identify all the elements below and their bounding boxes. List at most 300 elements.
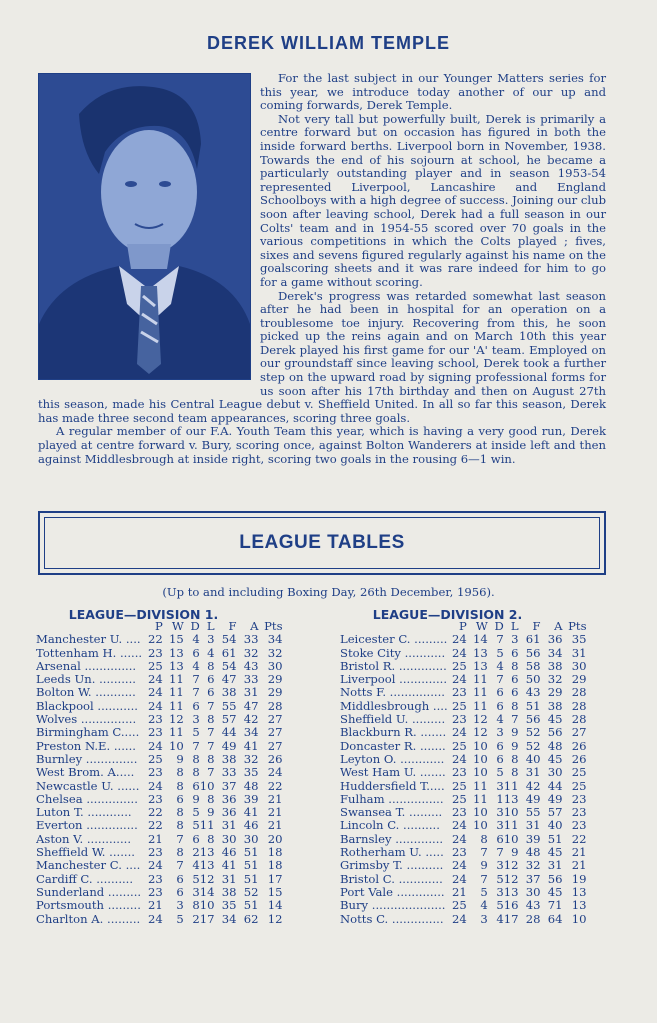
cell-lost: 11 — [199, 818, 215, 833]
table-row — [36, 766, 283, 779]
cell-for: 38 — [221, 685, 237, 700]
cell-lost: 9 — [207, 805, 215, 820]
cell-won: 11 — [169, 725, 184, 740]
cell-points: 17 — [267, 871, 283, 886]
team-name: Bristol R. ............. — [340, 659, 447, 673]
cell-drawn: 6 — [496, 685, 504, 700]
cell-lost: 17 — [503, 911, 519, 926]
cell-played: 23 — [452, 685, 467, 700]
cell-played: 24 — [452, 818, 467, 833]
cell-for: 43 — [525, 685, 541, 700]
team-name: Leyton O. ............ — [340, 752, 445, 766]
cell-for: 36 — [221, 805, 237, 820]
team-name: Middlesbrough .... — [340, 699, 448, 713]
cell-won: 7 — [480, 845, 488, 860]
cell-won: 12 — [169, 712, 184, 727]
cell-against: 51 — [243, 898, 259, 913]
cell-won: 12 — [473, 712, 488, 727]
cell-lost: 6 — [511, 672, 519, 687]
table-row — [340, 806, 587, 819]
table-row — [36, 819, 283, 832]
cell-for: 43 — [525, 898, 541, 913]
cell-against: 49 — [547, 791, 563, 806]
cell-points: 29 — [267, 685, 283, 700]
cell-points: 18 — [267, 858, 283, 873]
cell-points: 35 — [571, 632, 587, 647]
cell-drawn: 5 — [192, 871, 200, 886]
cell-for: 57 — [221, 712, 237, 727]
cell-won: 11 — [169, 685, 184, 700]
cell-lost: 11 — [503, 818, 519, 833]
table-row — [36, 673, 283, 686]
cell-played: 23 — [148, 712, 163, 727]
cell-played: 24 — [452, 871, 467, 886]
cell-against: 57 — [547, 805, 563, 820]
cell-points: 28 — [571, 698, 587, 713]
cell-against: 56 — [547, 871, 563, 886]
cell-lost: 8 — [207, 831, 215, 846]
cell-against: 38 — [547, 698, 563, 713]
cell-points: 31 — [571, 645, 587, 660]
cell-drawn: 8 — [192, 751, 200, 766]
team-name: Port Vale ............. — [340, 885, 445, 899]
team-name: Huddersfield T..... — [340, 779, 445, 793]
cell-for: 32 — [525, 858, 541, 873]
cell-won: 11 — [169, 672, 184, 687]
cell-against: 62 — [243, 911, 259, 926]
team-name: Birmingham C..... — [36, 726, 140, 740]
cell-played: 23 — [148, 884, 163, 899]
cell-played: 25 — [148, 658, 163, 673]
cell-played: 21 — [148, 898, 163, 913]
cell-won: 7 — [480, 871, 488, 886]
cell-against: 51 — [243, 845, 259, 860]
cell-drawn: 7 — [496, 845, 504, 860]
cell-for: 33 — [221, 765, 237, 780]
cell-points: 20 — [267, 831, 283, 846]
division-1-grid — [36, 620, 283, 926]
cell-drawn: 6 — [192, 778, 200, 793]
cell-for: 50 — [525, 672, 541, 687]
cell-lost: 10 — [199, 778, 215, 793]
cell-against: 71 — [547, 898, 563, 913]
cell-against: 38 — [547, 658, 563, 673]
cell-for: 58 — [525, 658, 541, 673]
cell-lost: 6 — [511, 685, 519, 700]
col-header-f: F — [532, 619, 541, 633]
table-row — [340, 660, 587, 673]
team-name: Sunderland ......... — [36, 885, 142, 899]
cell-won: 9 — [176, 751, 184, 766]
cell-against: 39 — [243, 791, 259, 806]
cell-points: 15 — [267, 884, 283, 899]
cell-played: 21 — [452, 884, 467, 899]
division-1-rows — [36, 633, 283, 926]
cell-won: 13 — [473, 645, 488, 660]
cell-lost: 8 — [511, 698, 519, 713]
cell-won: 6 — [176, 791, 184, 806]
cell-won: 8 — [176, 845, 184, 860]
cell-played: 23 — [148, 765, 163, 780]
league-tables-banner-inner — [44, 517, 600, 569]
cell-lost: 3 — [207, 632, 215, 647]
team-name: Bristol C. ............ — [340, 872, 443, 886]
cell-for: 42 — [525, 778, 541, 793]
cell-drawn: 3 — [496, 805, 504, 820]
team-name: Sheffield U. ......... — [340, 713, 446, 727]
cell-against: 40 — [547, 818, 563, 833]
cell-drawn: 1 — [496, 791, 504, 806]
cell-played: 24 — [148, 911, 163, 926]
table-row — [36, 713, 283, 726]
cell-points: 28 — [571, 712, 587, 727]
table-row — [340, 713, 587, 726]
team-name: Tottenham H. ...... — [36, 646, 143, 660]
cell-for: 47 — [221, 672, 237, 687]
cell-for: 55 — [221, 698, 237, 713]
cell-points: 22 — [571, 831, 587, 846]
cell-against: 48 — [547, 738, 563, 753]
cell-drawn: 7 — [192, 738, 200, 753]
table-row — [36, 913, 283, 926]
team-name: Blackpool ........... — [36, 699, 138, 713]
cell-for: 28 — [525, 911, 541, 926]
cell-drawn: 4 — [192, 632, 200, 647]
table-row — [340, 766, 587, 779]
cell-against: 51 — [547, 831, 563, 846]
team-name: Burnley .............. — [36, 752, 138, 766]
cell-drawn: 3 — [192, 712, 200, 727]
cell-won: 11 — [473, 672, 488, 687]
cell-against: 32 — [243, 751, 259, 766]
team-name: Arsenal .............. — [36, 659, 137, 673]
cell-played: 22 — [148, 818, 163, 833]
table-row — [36, 660, 283, 673]
col-header-pts: Pts — [568, 619, 587, 633]
cell-drawn: 5 — [496, 871, 504, 886]
team-name: Bury .................... — [340, 899, 446, 913]
col-header-a: A — [554, 619, 563, 633]
cell-for: 61 — [221, 645, 237, 660]
cell-points: 29 — [571, 672, 587, 687]
team-name: Blackburn R. ....... — [340, 726, 447, 740]
team-name: Notts F. ............... — [340, 686, 445, 700]
division-2-grid — [340, 620, 587, 926]
division-2-table — [340, 607, 610, 926]
team-name: Preston N.E. ...... — [36, 739, 136, 753]
team-name: Charlton A. ......... — [36, 912, 141, 926]
cell-played: 24 — [148, 672, 163, 687]
cell-drawn: 8 — [192, 765, 200, 780]
division-2-rows — [340, 633, 587, 926]
table-row — [36, 753, 283, 766]
cell-played: 23 — [148, 645, 163, 660]
cell-points: 30 — [571, 658, 587, 673]
team-name: Manchester C. .... — [36, 859, 141, 873]
cell-lost: 9 — [511, 845, 519, 860]
cell-against: 52 — [243, 884, 259, 899]
table-row — [340, 873, 587, 886]
team-name: Wolves ............... — [36, 713, 137, 727]
cell-points: 10 — [571, 911, 587, 926]
cell-played: 24 — [148, 778, 163, 793]
cell-lost: 8 — [511, 658, 519, 673]
cell-drawn: 3 — [496, 858, 504, 873]
col-header-p: P — [154, 619, 163, 633]
table-row — [36, 806, 283, 819]
cell-played: 23 — [148, 791, 163, 806]
table-row — [36, 740, 283, 753]
cell-drawn: 5 — [192, 818, 200, 833]
cell-played: 25 — [452, 791, 467, 806]
team-name: West Ham U. ....... — [340, 766, 446, 780]
team-name: Everton .............. — [36, 819, 138, 833]
cell-for: 61 — [525, 632, 541, 647]
cell-won: 11 — [473, 698, 488, 713]
cell-drawn: 5 — [496, 765, 504, 780]
cell-points: 34 — [267, 632, 283, 647]
cell-points: 23 — [571, 818, 587, 833]
table-row — [340, 846, 587, 859]
cell-against: 31 — [243, 685, 259, 700]
cell-points: 21 — [267, 818, 283, 833]
table-row — [340, 753, 587, 766]
cell-against: 64 — [547, 911, 563, 926]
cell-played: 25 — [452, 898, 467, 913]
tables-date-note: (Up to and including Boxing Day, 26th December, 1956). — [162, 585, 495, 599]
cell-points: 28 — [571, 685, 587, 700]
cell-drawn: 5 — [192, 725, 200, 740]
col-header-d: D — [190, 619, 200, 633]
cell-against: 35 — [243, 765, 259, 780]
cell-for: 39 — [525, 831, 541, 846]
cell-points: 21 — [267, 805, 283, 820]
table-row — [36, 726, 283, 739]
cell-points: 27 — [267, 712, 283, 727]
cell-played: 23 — [452, 845, 467, 860]
table-row — [340, 740, 587, 753]
cell-for: 49 — [525, 791, 541, 806]
cell-won: 3 — [176, 898, 184, 913]
cell-won: 11 — [473, 685, 488, 700]
cell-played: 23 — [148, 845, 163, 860]
cell-played: 25 — [452, 658, 467, 673]
cell-for: 56 — [525, 645, 541, 660]
team-name: Portsmouth ......... — [36, 899, 141, 913]
cell-drawn: 6 — [496, 831, 504, 846]
cell-won: 8 — [176, 765, 184, 780]
cell-played: 24 — [452, 831, 467, 846]
cell-played: 23 — [148, 871, 163, 886]
cell-drawn: 7 — [192, 672, 200, 687]
table-row — [340, 700, 587, 713]
team-name: Barnsley ............. — [340, 832, 444, 846]
cell-for: 35 — [221, 898, 237, 913]
col-header-l: L — [510, 619, 519, 633]
cell-drawn: 5 — [496, 645, 504, 660]
cell-played: 24 — [452, 645, 467, 660]
team-name: Fulham ............... — [340, 792, 444, 806]
cell-points: 24 — [267, 765, 283, 780]
cell-for: 48 — [525, 845, 541, 860]
cell-lost: 13 — [503, 884, 519, 899]
cell-lost: 10 — [199, 898, 215, 913]
cell-won: 11 — [169, 698, 184, 713]
cell-against: 36 — [547, 632, 563, 647]
cell-lost: 9 — [511, 738, 519, 753]
table-row — [340, 633, 587, 646]
league-tables-banner — [38, 511, 606, 575]
cell-drawn: 3 — [496, 884, 504, 899]
cell-against: 34 — [547, 645, 563, 660]
team-name: Newcastle U. ...... — [36, 779, 140, 793]
cell-drawn: 7 — [496, 632, 504, 647]
cell-drawn: 7 — [192, 685, 200, 700]
table-row — [36, 833, 283, 846]
team-name: Aston V. ............ — [36, 832, 132, 846]
cell-won: 10 — [473, 765, 488, 780]
cell-played: 23 — [452, 712, 467, 727]
league-tables-title: LEAGUE TABLES — [239, 532, 405, 553]
cell-against: 51 — [243, 858, 259, 873]
col-header-w: W — [171, 619, 184, 633]
cell-won: 13 — [473, 658, 488, 673]
cell-for: 36 — [221, 791, 237, 806]
cell-points: 26 — [571, 738, 587, 753]
cell-lost: 8 — [207, 791, 215, 806]
cell-drawn: 6 — [496, 698, 504, 713]
cell-drawn: 4 — [496, 658, 504, 673]
cell-lost: 16 — [503, 898, 519, 913]
team-name: Sheffield W. ....... — [36, 846, 135, 860]
cell-drawn: 3 — [192, 884, 200, 899]
team-name: Manchester U. .... — [36, 633, 141, 647]
col-header-w: W — [475, 619, 488, 633]
cell-points: 21 — [571, 858, 587, 873]
cell-lost: 7 — [207, 698, 215, 713]
cell-won: 15 — [169, 632, 184, 647]
cell-for: 37 — [525, 871, 541, 886]
cell-for: 37 — [221, 778, 237, 793]
cell-lost: 8 — [511, 751, 519, 766]
cell-against: 29 — [547, 685, 563, 700]
cell-points: 32 — [267, 645, 283, 660]
cell-lost: 13 — [199, 845, 215, 860]
cell-lost: 10 — [503, 831, 519, 846]
team-name: Grimsby T. .......... — [340, 859, 444, 873]
cell-for: 52 — [525, 725, 541, 740]
cell-for: 38 — [221, 751, 237, 766]
team-name: Chelsea .............. — [36, 792, 138, 806]
table-row — [36, 886, 283, 899]
cell-played: 24 — [148, 698, 163, 713]
col-header-a: A — [250, 619, 259, 633]
cell-won: 10 — [473, 805, 488, 820]
cell-for: 44 — [221, 725, 237, 740]
cell-drawn: 6 — [496, 738, 504, 753]
cell-played: 24 — [452, 858, 467, 873]
cell-for: 34 — [221, 911, 237, 926]
cell-won: 8 — [480, 831, 488, 846]
cell-played: 25 — [452, 778, 467, 793]
team-name: Cardiff C. .......... — [36, 872, 134, 886]
cell-played: 23 — [452, 765, 467, 780]
team-name: Stoke City ........... — [340, 646, 446, 660]
table-row — [36, 859, 283, 872]
table-row — [340, 726, 587, 739]
player-article — [38, 72, 606, 466]
cell-lost: 6 — [207, 685, 215, 700]
cell-played: 24 — [452, 632, 467, 647]
cell-lost: 7 — [511, 712, 519, 727]
cell-for: 55 — [525, 805, 541, 820]
col-header-l: L — [206, 619, 215, 633]
cell-points: 29 — [267, 672, 283, 687]
cell-lost: 17 — [199, 911, 215, 926]
cell-for: 30 — [525, 884, 541, 899]
cell-against: 34 — [243, 725, 259, 740]
cell-points: 25 — [571, 765, 587, 780]
table-row — [36, 873, 283, 886]
col-header-d: D — [494, 619, 504, 633]
cell-drawn: 4 — [496, 911, 504, 926]
division-2-title: LEAGUE—DIVISION 2. — [372, 607, 523, 622]
cell-against: 45 — [547, 884, 563, 899]
cell-played: 23 — [452, 805, 467, 820]
photo-spacer — [38, 72, 260, 390]
table-row — [36, 899, 283, 912]
cell-won: 8 — [176, 805, 184, 820]
cell-drawn: 9 — [192, 791, 200, 806]
cell-points: 22 — [267, 778, 283, 793]
cell-won: 6 — [176, 884, 184, 899]
cell-against: 32 — [547, 672, 563, 687]
cell-drawn: 2 — [192, 845, 200, 860]
cell-drawn: 8 — [192, 898, 200, 913]
table-row — [340, 913, 587, 926]
cell-won: 10 — [473, 818, 488, 833]
cell-drawn: 2 — [192, 911, 200, 926]
cell-lost: 12 — [199, 871, 215, 886]
cell-for: 40 — [525, 751, 541, 766]
cell-lost: 12 — [503, 871, 519, 886]
team-name: Notts C. .............. — [340, 912, 444, 926]
cell-drawn: 3 — [496, 725, 504, 740]
cell-points: 14 — [267, 898, 283, 913]
cell-lost: 7 — [207, 738, 215, 753]
cell-against: 48 — [243, 778, 259, 793]
cell-against: 45 — [547, 751, 563, 766]
cell-points: 27 — [267, 725, 283, 740]
cell-lost: 8 — [511, 765, 519, 780]
cell-against: 41 — [243, 738, 259, 753]
table-row — [340, 899, 587, 912]
article-paragraph: Not very tall but powerfully built, Derek is primarily a centre forward but on occasion has figured in both the inside forward berths. Liverpool born in November, 1938. Towards the end of his sojourn at school, he became a particularly outstanding player and in season 1953-54 represented Liverpool, Lancashire and England Schoolboys with a high degree of success. Joining our club soon after leaving school, Derek had a full season in our Colts' team and in 1954-55 scored over 70 goals in the various competitions in which the Colts played ; fives, sixes and sevens figured regularly against his name on the goalscoring sheets and it was rare indeed for him to go for a game without scoring. — [260, 111, 606, 289]
cell-won: 10 — [473, 751, 488, 766]
table-row — [340, 833, 587, 846]
cell-against: 31 — [547, 858, 563, 873]
cell-drawn: 4 — [192, 858, 200, 873]
table-row — [340, 793, 587, 806]
cell-played: 21 — [148, 831, 163, 846]
cell-played: 24 — [148, 738, 163, 753]
cell-lost: 3 — [511, 632, 519, 647]
cell-against: 45 — [547, 712, 563, 727]
cell-lost: 7 — [207, 725, 215, 740]
cell-points: 21 — [571, 845, 587, 860]
cell-won: 3 — [480, 911, 488, 926]
cell-for: 54 — [221, 632, 237, 647]
